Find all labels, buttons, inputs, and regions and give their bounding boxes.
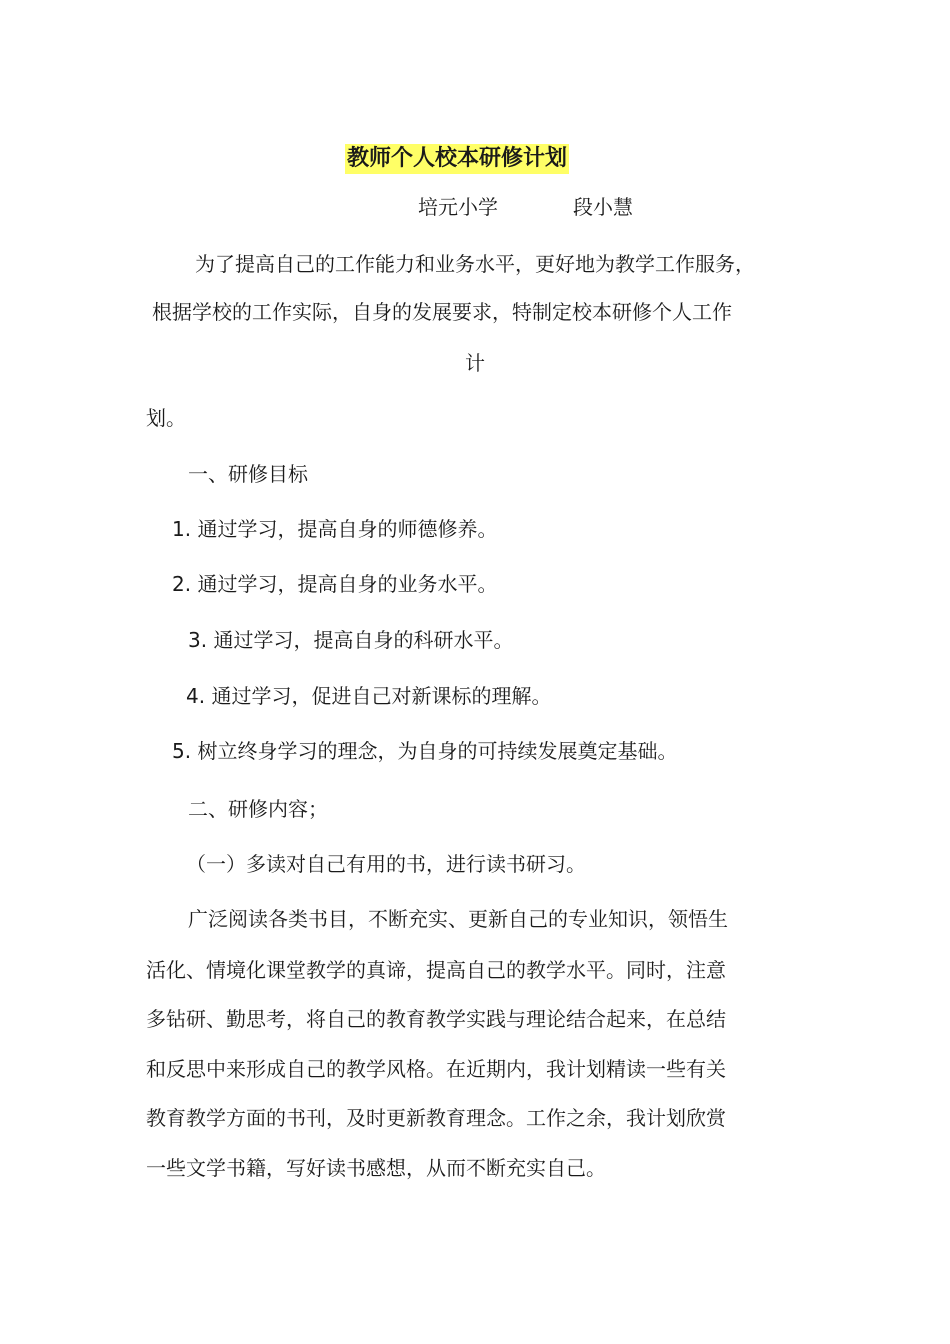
author-name: 段小慧 xyxy=(573,195,633,219)
subsection-heading: （一）多读对自己有用的书，进行读书研习。 xyxy=(186,852,586,876)
body-line: 活化、情境化课堂教学的真谛，提高自己的教学水平。同时，注意 xyxy=(146,958,726,982)
body-line: 多钻研、勤思考，将自己的教育教学实践与理论结合起来，在总结 xyxy=(146,1007,726,1031)
body-line: 教育教学方面的书刊，及时更新教育理念。工作之余，我计划欣赏 xyxy=(146,1106,726,1130)
goal-item: 3. 通过学习，提高自身的科研水平。 xyxy=(188,628,514,652)
goal-item: 1. 通过学习，提高自身的师德修养。 xyxy=(172,517,498,541)
intro-line: 为了提高自己的工作能力和业务水平，更好地为教学工作服务， xyxy=(195,252,755,276)
body-line: 一些文学书籍，写好读书感想，从而不断充实自己。 xyxy=(146,1156,606,1180)
section-heading: 二、研修内容； xyxy=(188,797,328,821)
body-line: 和反思中来形成自己的教学风格。在近期内，我计划精读一些有关 xyxy=(146,1057,726,1081)
goal-item: 5. 树立终身学习的理念，为自身的可持续发展奠定基础。 xyxy=(172,739,678,763)
body-line: 广泛阅读各类书目，不断充实、更新自己的专业知识，领悟生 xyxy=(188,907,728,931)
document-title: 教师个人校本研修计划 xyxy=(345,144,569,174)
school-name: 培元小学 xyxy=(418,195,498,219)
intro-line: 计 xyxy=(465,351,485,375)
section-heading: 一、研修目标 xyxy=(188,462,308,486)
goal-item: 2. 通过学习，提高自身的业务水平。 xyxy=(172,572,498,596)
goal-item: 4. 通过学习，促进自己对新课标的理解。 xyxy=(186,684,552,708)
intro-line: 根据学校的工作实际，自身的发展要求，特制定校本研修个人工作 xyxy=(152,300,732,324)
intro-line: 划。 xyxy=(146,406,186,430)
